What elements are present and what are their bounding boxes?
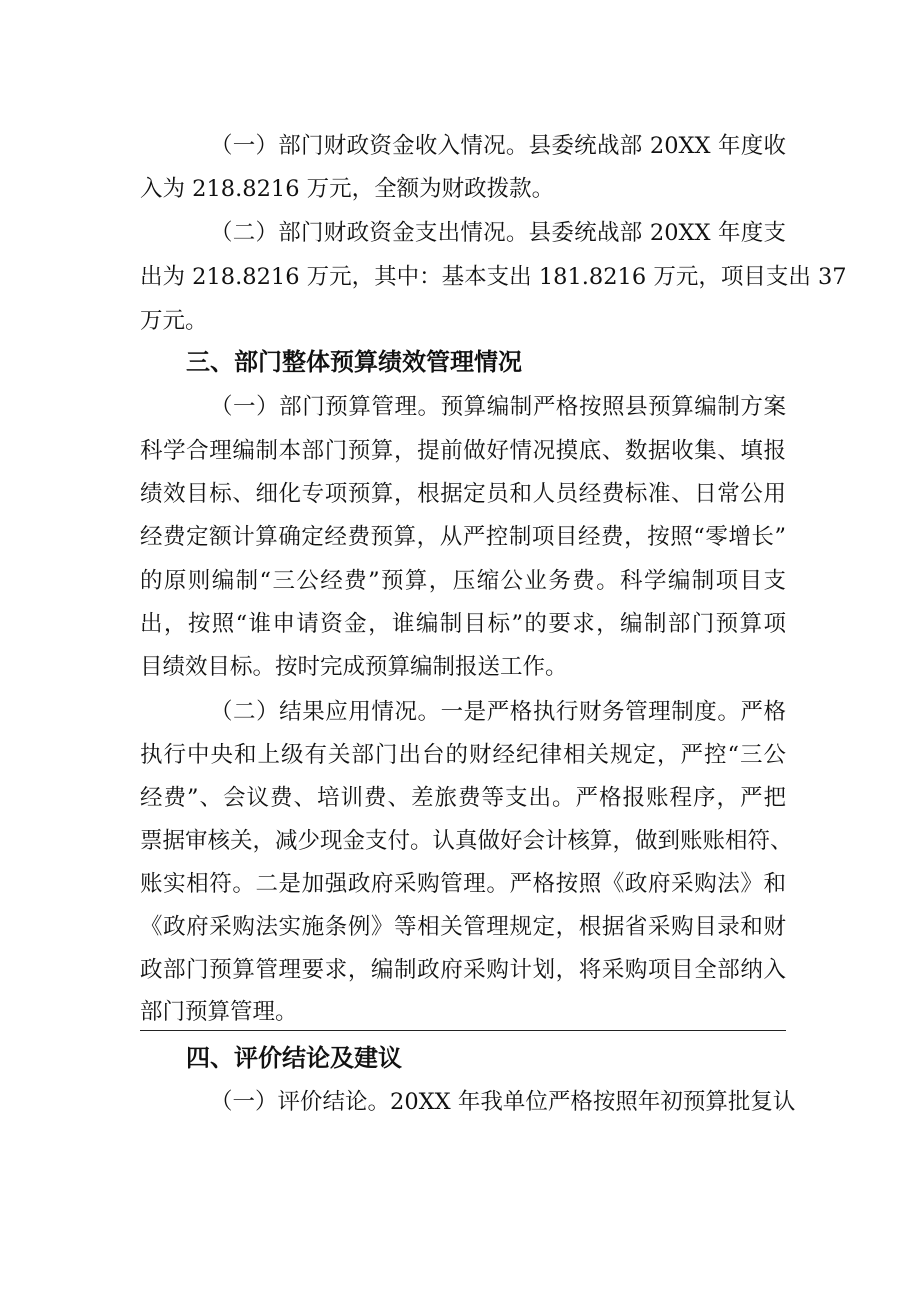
text-line: 绩效目标、细化专项预算，根据定员和人员经费标准、日常公用	[140, 481, 786, 507]
text-line: 经费定额计算确定经费预算，从严控制项目经费，按照“零增长”	[140, 524, 786, 550]
text-line: 账实相符。二是加强政府采购管理。严格按照《政府采购法》和	[140, 871, 786, 897]
text-line: 经费”、会议费、培训费、差旅费等支出。严格报账程序，严把	[140, 785, 786, 811]
divider-line	[140, 1030, 786, 1031]
text-line: （一）部门财政资金收入情况。县委统战部 20XX 年度收	[210, 133, 786, 159]
text-line: （二）部门财政资金支出情况。县委统战部 20XX 年度支	[210, 220, 786, 246]
section-heading: 三、部门整体预算绩效管理情况	[186, 348, 522, 376]
text-line: （一）评价结论。20XX 年我单位严格按照年初预算批复认	[210, 1089, 796, 1115]
text-line: 万元。	[140, 308, 208, 334]
text-line: 执行中央和上级有关部门出台的财经纪律相关规定，严控“三公	[140, 742, 786, 768]
text-line: （二）结果应用情况。一是严格执行财务管理制度。严格	[210, 699, 786, 725]
section-heading: 四、评价结论及建议	[186, 1044, 402, 1072]
text-line: 《政府采购法实施条例》等相关管理规定，根据省采购目录和财	[140, 914, 786, 940]
text-line: 的原则编制“三公经费”预算，压缩公业务费。科学编制项目支	[140, 568, 786, 594]
text-line: 部门预算管理。	[140, 999, 298, 1025]
text-line: 目绩效目标。按时完成预算编制报送工作。	[140, 654, 568, 680]
text-line: （一）部门预算管理。预算编制严格按照县预算编制方案	[210, 394, 786, 420]
text-line: 出为 218.8216 万元，其中：基本支出 181.8216 万元，项目支出 37	[140, 264, 847, 290]
text-line: 出，按照“谁申请资金，谁编制目标”的要求，编制部门预算项	[140, 611, 786, 637]
text-line: 票据审核关，减少现金支付。认真做好会计核算，做到账账相符、	[140, 828, 793, 854]
text-line: 入为 218.8216 万元，全额为财政拨款。	[140, 176, 555, 202]
text-line: 科学合理编制本部门预算，提前做好情况摸底、数据收集、填报	[140, 438, 786, 464]
text-line: 政部门预算管理要求，编制政府采购计划，将采购项目全部纳入	[140, 957, 786, 983]
